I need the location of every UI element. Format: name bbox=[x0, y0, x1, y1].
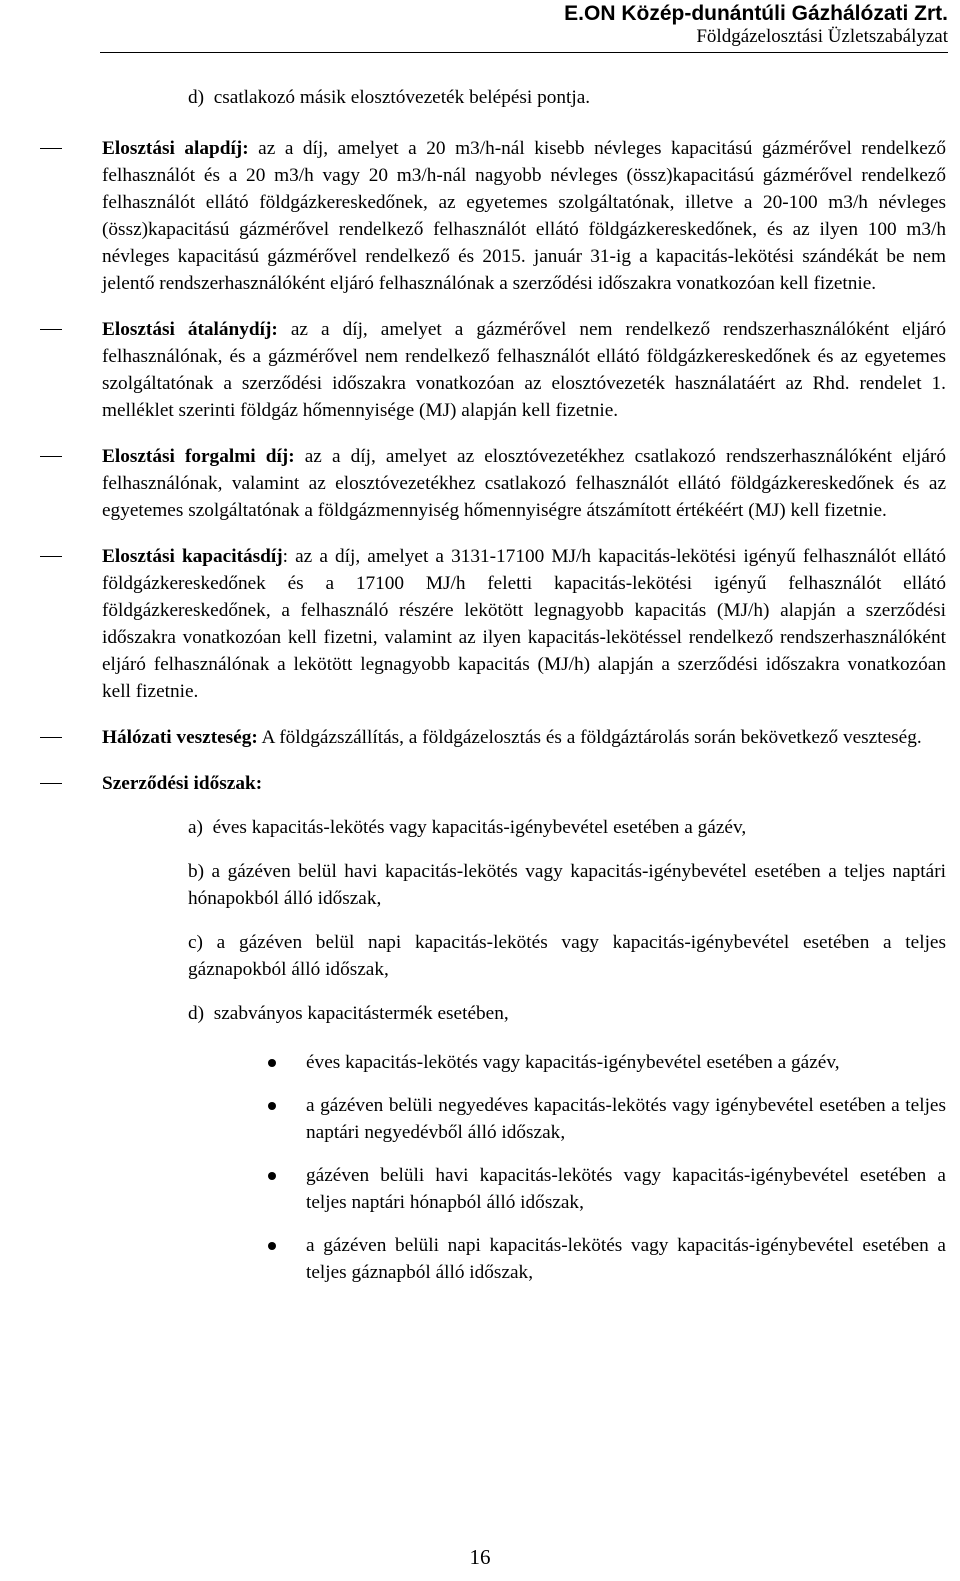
definition-text: az a díj, amelyet a 20 m3/h-nál kisebb névleges kapacitású gázmérővel rendelkező felhasználót és a 20 m3/h vagy 20 m3/h-nál nagyobb névleges (össz)kapacitású gázmérővel rendelkező felhasználót ellátó földgázkereskedőnek, az egyetemes szolgáltatónak, illetve a 20-100 m3/h névleges (össz)kapacitású gázmérővel rendelkező felhasználót ellátó földgázkereskedőnek, és az ilyen 100 m3/h névleges kapacitású gázmérővel rendelkező és 2015. január 31-ig a kapacitás-lekötési szándékát be nem jelentő rendszerhasználóként eljáró felhasználónak a szerződési időszakra vonatkozóan kell fizetnie. bbox=[102, 138, 946, 294]
list-item: d) csatlakozó másik elosztóvezeték belépési pontja. bbox=[188, 87, 591, 108]
dash-bullet bbox=[40, 456, 62, 457]
page-number: 16 bbox=[469, 1545, 491, 1569]
bullet-item bbox=[306, 1049, 946, 1076]
bullet-text: a gázéven belüli negyedéves kapacitás-lekötés vagy igénybevétel esetében a teljes naptári negyedévből álló időszak, bbox=[306, 1095, 946, 1143]
bullet-text: éves kapacitás-lekötés vagy kapacitás-igénybevétel esetében a gázév, bbox=[306, 1052, 840, 1073]
definition-text: : az a díj, amelyet a 3131-17100 MJ/h kapacitás-lekötési igényű felhasználót ellátó földgázkereskedőnek és a 17100 MJ/h feletti kapacitás-lekötési igényű felhasználót ellátó földgázkereskedőnek, a felhasználó részére lekötött legnagyobb kapacitás (MJ/h) alapján a szerződési időszakra vonatkozóan kell fizetni, valamint az ilyen kapacitás-lekötéssel rendelkező rendszerhasználóként eljáró felhasználónak a lekötött legnagyobb kapacitás (MJ/h) alapján a szerződési időszakra vonatkozóan kell fizetnie. bbox=[102, 546, 946, 702]
bullet-text: a gázéven belüli napi kapacitás-lekötés vagy kapacitás-igénybevétel esetében a teljes gáznapból álló időszak, bbox=[306, 1235, 946, 1283]
list-item: a) éves kapacitás-lekötés vagy kapacitás-igénybevétel esetében a gázév, bbox=[188, 817, 747, 838]
dash-bullet bbox=[40, 329, 62, 330]
definition-atalanydij bbox=[102, 316, 946, 424]
bullet-dot-icon bbox=[268, 1242, 276, 1250]
document-body bbox=[102, 84, 946, 1302]
definition-forgalmi-dij bbox=[102, 443, 946, 524]
bullet-item bbox=[306, 1092, 946, 1146]
dash-bullet bbox=[40, 737, 62, 738]
list-item: b) a gázéven belül havi kapacitás-lekötés vagy kapacitás-igénybevétel esetében a teljes naptári hónapokból álló időszak, bbox=[188, 861, 946, 909]
definition-term: Hálózati veszteség: bbox=[102, 727, 258, 748]
definition-text: az a díj, amelyet a gázmérővel nem rendelkező rendszerhasználóként eljáró felhasználónak, és a gázmérővel nem rendelkező felhasználót ellátó földgázkereskedőnek és az egyetemes szolgáltatónak a szerződési időszakra vonatkozóan az elosztóvezeték használatáért az Rhd. rendelet 1. melléklet szerinti földgáz hőmennyisége (MJ) alapján kell fizetnie. bbox=[102, 319, 946, 421]
definition-term: Elosztási forgalmi díj: bbox=[102, 446, 295, 467]
list-item: d) szabványos kapacitástermék esetében, bbox=[188, 1003, 509, 1024]
definition-szerzodesi-idoszak bbox=[102, 770, 946, 797]
bullet-text: gázéven belüli havi kapacitás-lekötés vagy kapacitás-igénybevétel esetében a teljes naptári hónapból álló időszak, bbox=[306, 1165, 946, 1213]
definition-kapacitasdij bbox=[102, 543, 946, 705]
definition-term: Elosztási átalánydíj: bbox=[102, 319, 278, 340]
company-name: E.ON Közép-dunántúli Gázhálózati Zrt. bbox=[564, 2, 948, 25]
header-divider bbox=[100, 52, 948, 53]
definition-text: A földgázszállítás, a földgázelosztás és a földgáztárolás során bekövetkező veszteség. bbox=[257, 727, 922, 748]
document-title: Földgázelosztási Üzletszabályzat bbox=[696, 26, 948, 47]
page-header bbox=[564, 2, 948, 48]
bullet-item bbox=[306, 1162, 946, 1216]
definition-text: az a díj, amelyet az elosztóvezetékhez csatlakozó rendszerhasználóként eljáró felhasználónak, valamint az elosztóvezetékhez csatlakozó felhasználót ellátó földgázkereskedőnek és az egyetemes szolgáltatónak a földgázmennyiség hőmennyiségre átszámított értékéért (MJ) kell fizetnie. bbox=[102, 446, 946, 521]
list-item: c) a gázéven belül napi kapacitás-lekötés vagy kapacitás-igénybevétel esetében a teljes gáznapokból álló időszak, bbox=[188, 932, 946, 980]
definition-term: Elosztási alapdíj: bbox=[102, 138, 249, 159]
bullet-dot-icon bbox=[268, 1172, 276, 1180]
dash-bullet bbox=[40, 556, 62, 557]
definition-term: Szerződési időszak: bbox=[102, 773, 263, 794]
bullet-item bbox=[306, 1232, 946, 1286]
bullet-dot-icon bbox=[268, 1059, 276, 1067]
definition-alapdij bbox=[102, 135, 946, 297]
bullet-dot-icon bbox=[268, 1102, 276, 1110]
definition-halozati-veszteseg bbox=[102, 724, 946, 751]
definition-term: Elosztási kapacitásdíj bbox=[102, 546, 283, 567]
dash-bullet bbox=[40, 783, 62, 784]
dash-bullet bbox=[40, 148, 62, 149]
